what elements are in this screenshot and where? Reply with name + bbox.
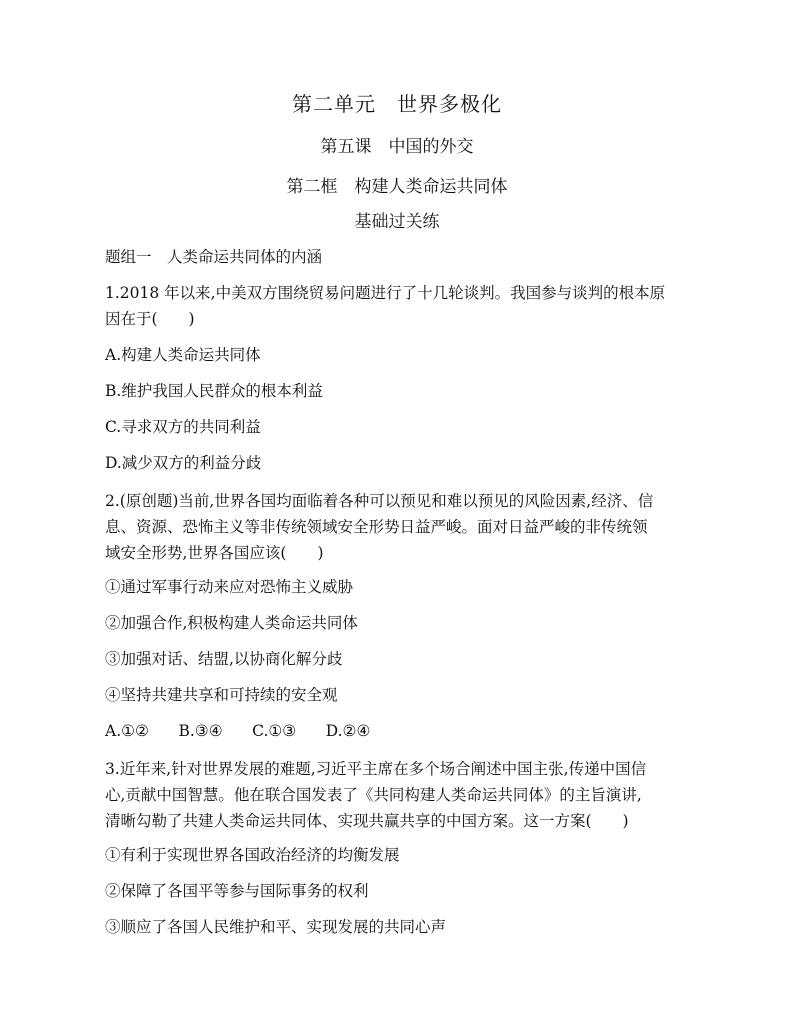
group1-title: 题组一 人类命运共同体的内涵 bbox=[105, 248, 323, 266]
q2-stem-line3: 域安全形势,世界各国应该( ) bbox=[105, 544, 324, 562]
q2-choices bbox=[105, 718, 705, 744]
q3-stem-line3: 清晰勾勒了共建人类命运共同体、实现共赢共享的中国方案。这一方案( ) bbox=[105, 812, 629, 830]
q1-option-a: A.构建人类命运共同体 bbox=[105, 346, 261, 364]
exercise-title: 基础过关练 bbox=[354, 212, 440, 232]
q2-choice-a: A.①② bbox=[105, 722, 149, 740]
q1-stem-line1: 1.2018 年以来,中美双方围绕贸易问题进行了十几轮谈判。我国参与谈判的根本原 bbox=[105, 284, 666, 302]
q1-option-c: C.寻求双方的共同利益 bbox=[105, 418, 261, 436]
q2-stem-line2: 息、资源、恐怖主义等非传统领域安全形势日益严峻。面对日益严峻的非传统领 bbox=[105, 518, 648, 536]
lesson-title: 第五课 中国的外交 bbox=[320, 137, 474, 157]
q3-item-1: ①有利于实现世界各国政治经济的均衡发展 bbox=[105, 846, 400, 864]
q2-choice-d: D.②④ bbox=[325, 722, 371, 740]
unit-title: 第二单元 世界多极化 bbox=[292, 92, 502, 116]
q2-item-3: ③加强对话、结盟,以协商化解分歧 bbox=[105, 650, 343, 668]
q1-stem-line2: 因在于( ) bbox=[105, 310, 195, 328]
q1-option-d: D.减少双方的利益分歧 bbox=[105, 454, 262, 472]
q2-choice-b: B.③④ bbox=[178, 722, 223, 740]
q2-item-1: ①通过军事行动来应对恐怖主义威胁 bbox=[105, 578, 354, 596]
q3-stem-line1: 3.近年来,针对世界发展的难题,习近平主席在多个场合阐述中国主张,传递中国信 bbox=[105, 760, 647, 778]
q3-stem-line2: 心,贡献中国智慧。他在联合国发表了《共同构建人类命运共同体》的主旨演讲, bbox=[105, 786, 642, 804]
q2-item-2: ②加强合作,积极构建人类命运共同体 bbox=[105, 614, 358, 632]
q2-stem-line1: 2.(原创题)当前,世界各国均面临着各种可以预见和难以预见的风险因素,经济、信 bbox=[105, 492, 654, 510]
section-title: 第二框 构建人类命运共同体 bbox=[286, 177, 508, 197]
q3-item-3: ③顺应了各国人民维护和平、实现发展的共同心声 bbox=[105, 918, 447, 936]
q2-item-4: ④坚持共建共享和可持续的安全观 bbox=[105, 686, 338, 704]
q2-choice-c: C.①③ bbox=[252, 722, 297, 740]
q3-item-2: ②保障了各国平等参与国际事务的权利 bbox=[105, 882, 369, 900]
q1-option-b: B.维护我国人民群众的根本利益 bbox=[105, 382, 323, 400]
